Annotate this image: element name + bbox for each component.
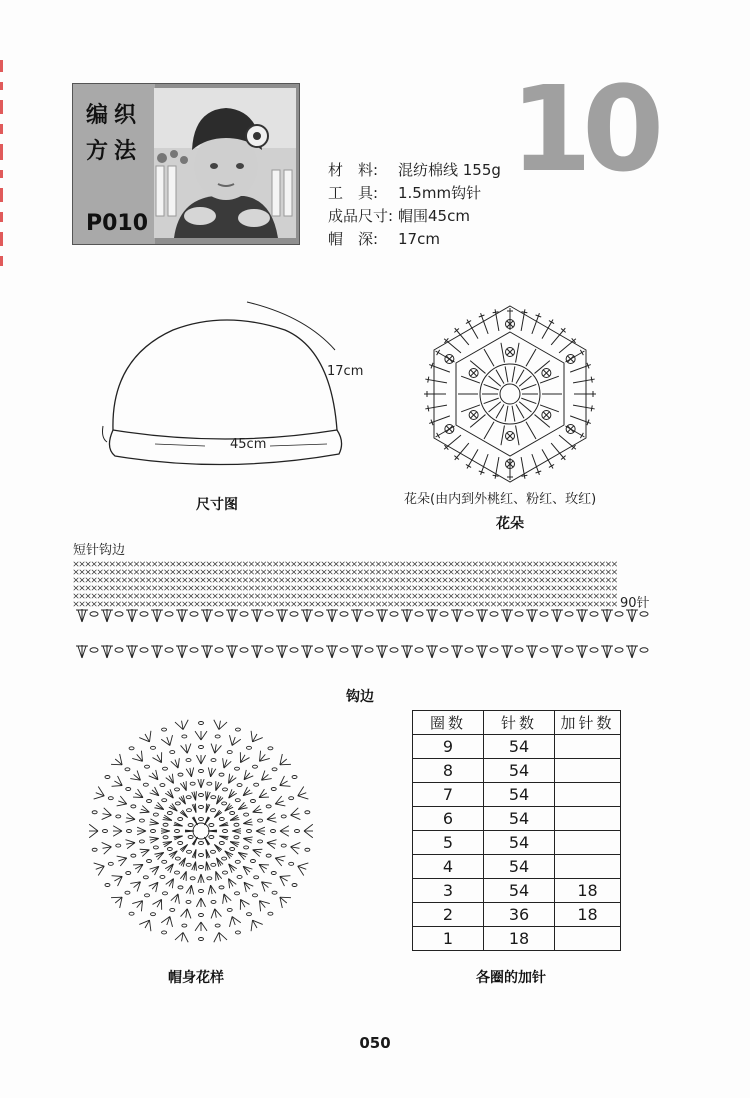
table-cell (555, 759, 621, 783)
header-stitches: 针数 (484, 711, 555, 735)
table-cell: 54 (484, 879, 555, 903)
table-row (413, 879, 621, 903)
page-number: 050 (359, 1034, 391, 1052)
table-cell: 8 (413, 759, 484, 783)
page-edge-marks (0, 60, 6, 280)
increase-table (412, 710, 621, 951)
table-cell: 9 (413, 735, 484, 759)
spec-depth-key: 帽 深: (328, 230, 379, 248)
table-cell: 7 (413, 783, 484, 807)
flower-chart (410, 294, 610, 494)
table-cell: 54 (484, 831, 555, 855)
header-increases: 加针数 (555, 711, 621, 735)
table-cell: 3 (413, 879, 484, 903)
table-cell: 54 (484, 855, 555, 879)
flower-note: 花朵(由内到外桃红、粉红、玫红) (404, 492, 597, 507)
crown-chart (70, 700, 332, 962)
table-row (413, 831, 621, 855)
table-row (413, 759, 621, 783)
table-row (413, 903, 621, 927)
table-cell: 54 (484, 783, 555, 807)
table-cell (555, 735, 621, 759)
table-cell: 18 (484, 927, 555, 951)
table-row (413, 855, 621, 879)
table-cell (555, 807, 621, 831)
edging-caption: 钩边 (346, 689, 374, 705)
header-round: 圈数 (413, 711, 484, 735)
spec-size (328, 205, 470, 226)
increase-table-caption: 各圈的加针 (476, 970, 546, 986)
size-diagram-caption: 尺寸图 (196, 497, 238, 513)
size-depth-label: 17cm (327, 364, 364, 379)
table-header-row (413, 711, 621, 735)
spec-tool-value: 1.5mm钩针 (398, 184, 482, 202)
spec-material (328, 159, 501, 180)
table-cell (555, 855, 621, 879)
table-cell: 4 (413, 855, 484, 879)
table-cell: 6 (413, 807, 484, 831)
spec-depth-value: 17cm (398, 230, 440, 248)
spec-tool (328, 182, 481, 203)
table-row (413, 735, 621, 759)
edging-chart (72, 560, 652, 680)
method-title-line1: 编织 (86, 102, 143, 128)
table-cell: 54 (484, 735, 555, 759)
table-cell: 36 (484, 903, 555, 927)
table-cell: 54 (484, 807, 555, 831)
size-circumference-label: 45cm (230, 437, 267, 452)
crown-caption: 帽身花样 (168, 970, 224, 986)
spec-size-key: 成品尺寸: (328, 207, 394, 225)
spec-material-value: 混纺棉线 155g (398, 161, 501, 179)
table-cell: 2 (413, 903, 484, 927)
table-row (413, 783, 621, 807)
table-row (413, 927, 621, 951)
flower-caption: 花朵 (496, 516, 524, 532)
spec-material-key: 材 料: (328, 161, 379, 179)
table-cell: 18 (555, 879, 621, 903)
table-cell (555, 831, 621, 855)
spec-size-value: 帽围45cm (398, 207, 470, 225)
method-title-line2: 方法 (86, 138, 143, 164)
pattern-code: P010 (86, 211, 149, 236)
table-cell: 54 (484, 759, 555, 783)
table-cell: 18 (555, 903, 621, 927)
edging-stitch-count: 90针 (620, 596, 650, 611)
baby-photo (154, 88, 296, 238)
table-cell: 5 (413, 831, 484, 855)
spec-depth (328, 228, 440, 249)
project-number: 10 (510, 60, 655, 198)
spec-tool-key: 工 具: (328, 184, 379, 202)
table-row (413, 807, 621, 831)
table-cell: 1 (413, 927, 484, 951)
table-cell (555, 783, 621, 807)
edging-label: 短针钩边 (73, 543, 126, 558)
table-cell (555, 927, 621, 951)
